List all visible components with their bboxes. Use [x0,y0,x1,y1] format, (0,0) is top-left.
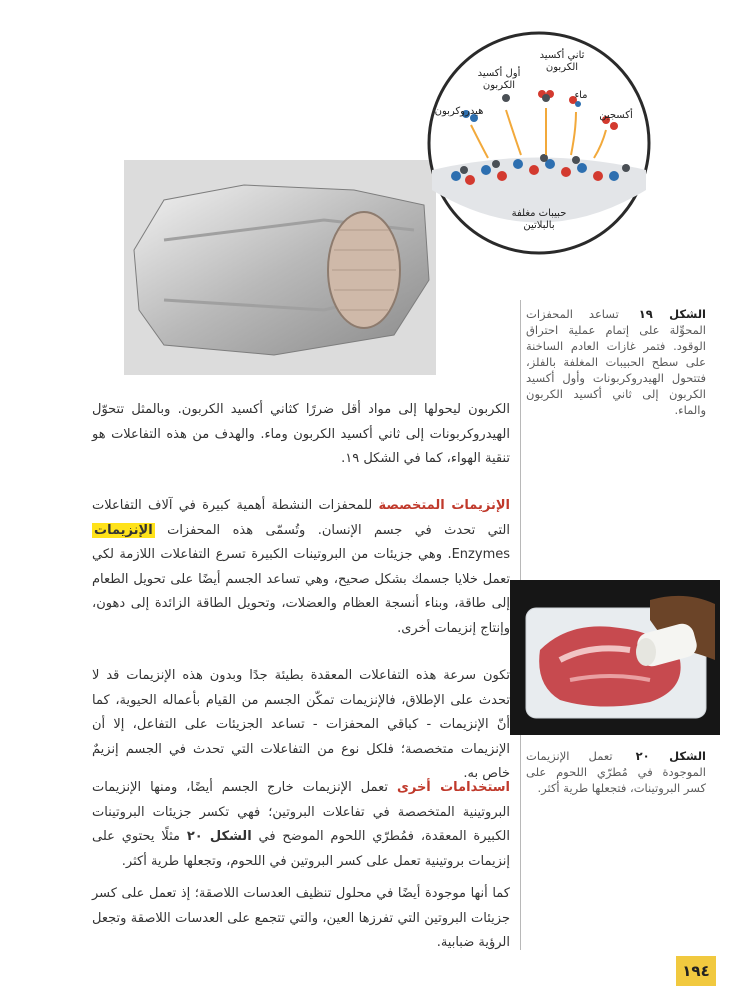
diagram-label-hydrocarbon: هيدروكربون [434,106,484,117]
diagram-label-oxygen: أكسجين [599,110,633,121]
section-other-text-b: مثلًا يحتوي على إنزيمات بروتينية تعمل على كسر البروتين في اللحوم، وتجعلها طرية أكثر. [92,829,510,869]
catalytic-converter-photo [124,160,436,375]
keyword-enzymes: الإنزيمات [94,522,153,538]
section-other [92,776,510,874]
section-specialized-title: الإنزيمات المتخصصة [378,498,510,513]
figure20-ref: الشكل ٢٠ [186,829,252,844]
diagram-label-water: ماء [574,90,588,101]
figure19-caption-text: تساعد المحفزات المحوِّلة على إتمام عملية احتراق الوقود. فتمر غازات العادم الساخنة على سطح الحبيبات المغلفة بالفلز، فتتحول الهيدروكربونات وأول أكسيد الكربون إلى ثاني أكسيد الكربون والماء. [526,307,706,417]
intro-paragraph: الكربون ليحولها إلى مواد أقل ضررًا كثاني أكسيد الكربون. وبالمثل تتحوّل الهيدروكربونات إلى ثاني أكسيد الكربون وماء. والهدف من هذه التفاعلات هو تنقية الهواء، كما في الشكل ١٩. [92,402,510,466]
meat-tenderizer-photo [510,580,720,735]
diagram-label-beads: حبيبات مغلفة بالبلاتين [511,208,567,231]
figure19-label: الشكل ١٩ [638,307,706,321]
section-other-text-a: تعمل الإنزيمات خارج الجسم أيضًا، ومنها الإنزيمات البروتينية المتخصصة في تفاعلات البروتين؛ فهي تكسر جزيئات البروتينات الكبيرة المعقدة، فمُطرّي اللحوم الموضح في [92,780,510,844]
page-number: ١٩٤ [676,956,716,986]
section-specialized-text-a: للمحفزات النشطة أهمية كبيرة في آلاف التفاعلات التي تحدث في جسم الإنسان. وتُسمّى هذه المحفزات [92,498,510,538]
section-other-p2: كما أنها موجودة أيضًا في محلول تنظيف العدسات اللاصقة؛ إذ تعمل على كسر جزيئات البروتين التي تفرزها العين، والتي تتجمع على العدسات اللاصقة وتجعل الرؤية ضبابية. [92,886,510,950]
figure20-caption-text: تعمل الإنزيمات الموجودة في مُطرّي اللحوم على كسر البروتينات، فتجعلها طرية أكثر. [526,749,706,795]
section-specialized-p2: تكون سرعة هذه التفاعلات المعقدة بطيئة جدًا وبدون هذه الإنزيمات قد لا تحدث على الإطلاق، فالإنزيمات تمكّن الجسم من القيام بأعماله الحيوية، كما أنّ الإنزيمات - كباقي المحفزات - تساعد الجزيئات على التفاعل، إلا أن الإنزيمات متخصصة؛ فلكل نوع من التفاعلات التي تحدث في الجسم إنزيمٌ خاص به. [92,668,510,781]
section-other-title: استخدامات أخرى [396,780,510,795]
catalyst-diagram [426,30,652,256]
figure20-label: الشكل ٢٠ [635,749,706,763]
diagram-label-co: أول أكسيد الكربون [477,68,521,91]
section-specialized-text-b: . وهي جزيئات من البروتينات الكبيرة تسرع التفاعلات اللازمة لكي تعمل خلايا جسمك بشكل صحيح، وهي تساعد الجسم أيضًا على تحويل الطعام إلى طاقة، وبناء أنسجة العظام والعضلات، وتحويل الطاقة الزائدة إلى دهون، وإنتاج إنزيمات أخرى. [92,547,510,636]
figure19-caption [526,306,706,418]
keyword-enzymes-en: Enzymes [451,547,510,562]
figure20-caption [526,748,706,796]
diagram-label-co2: ثاني أكسيد الكربون [539,50,585,73]
section-specialized [92,494,510,641]
